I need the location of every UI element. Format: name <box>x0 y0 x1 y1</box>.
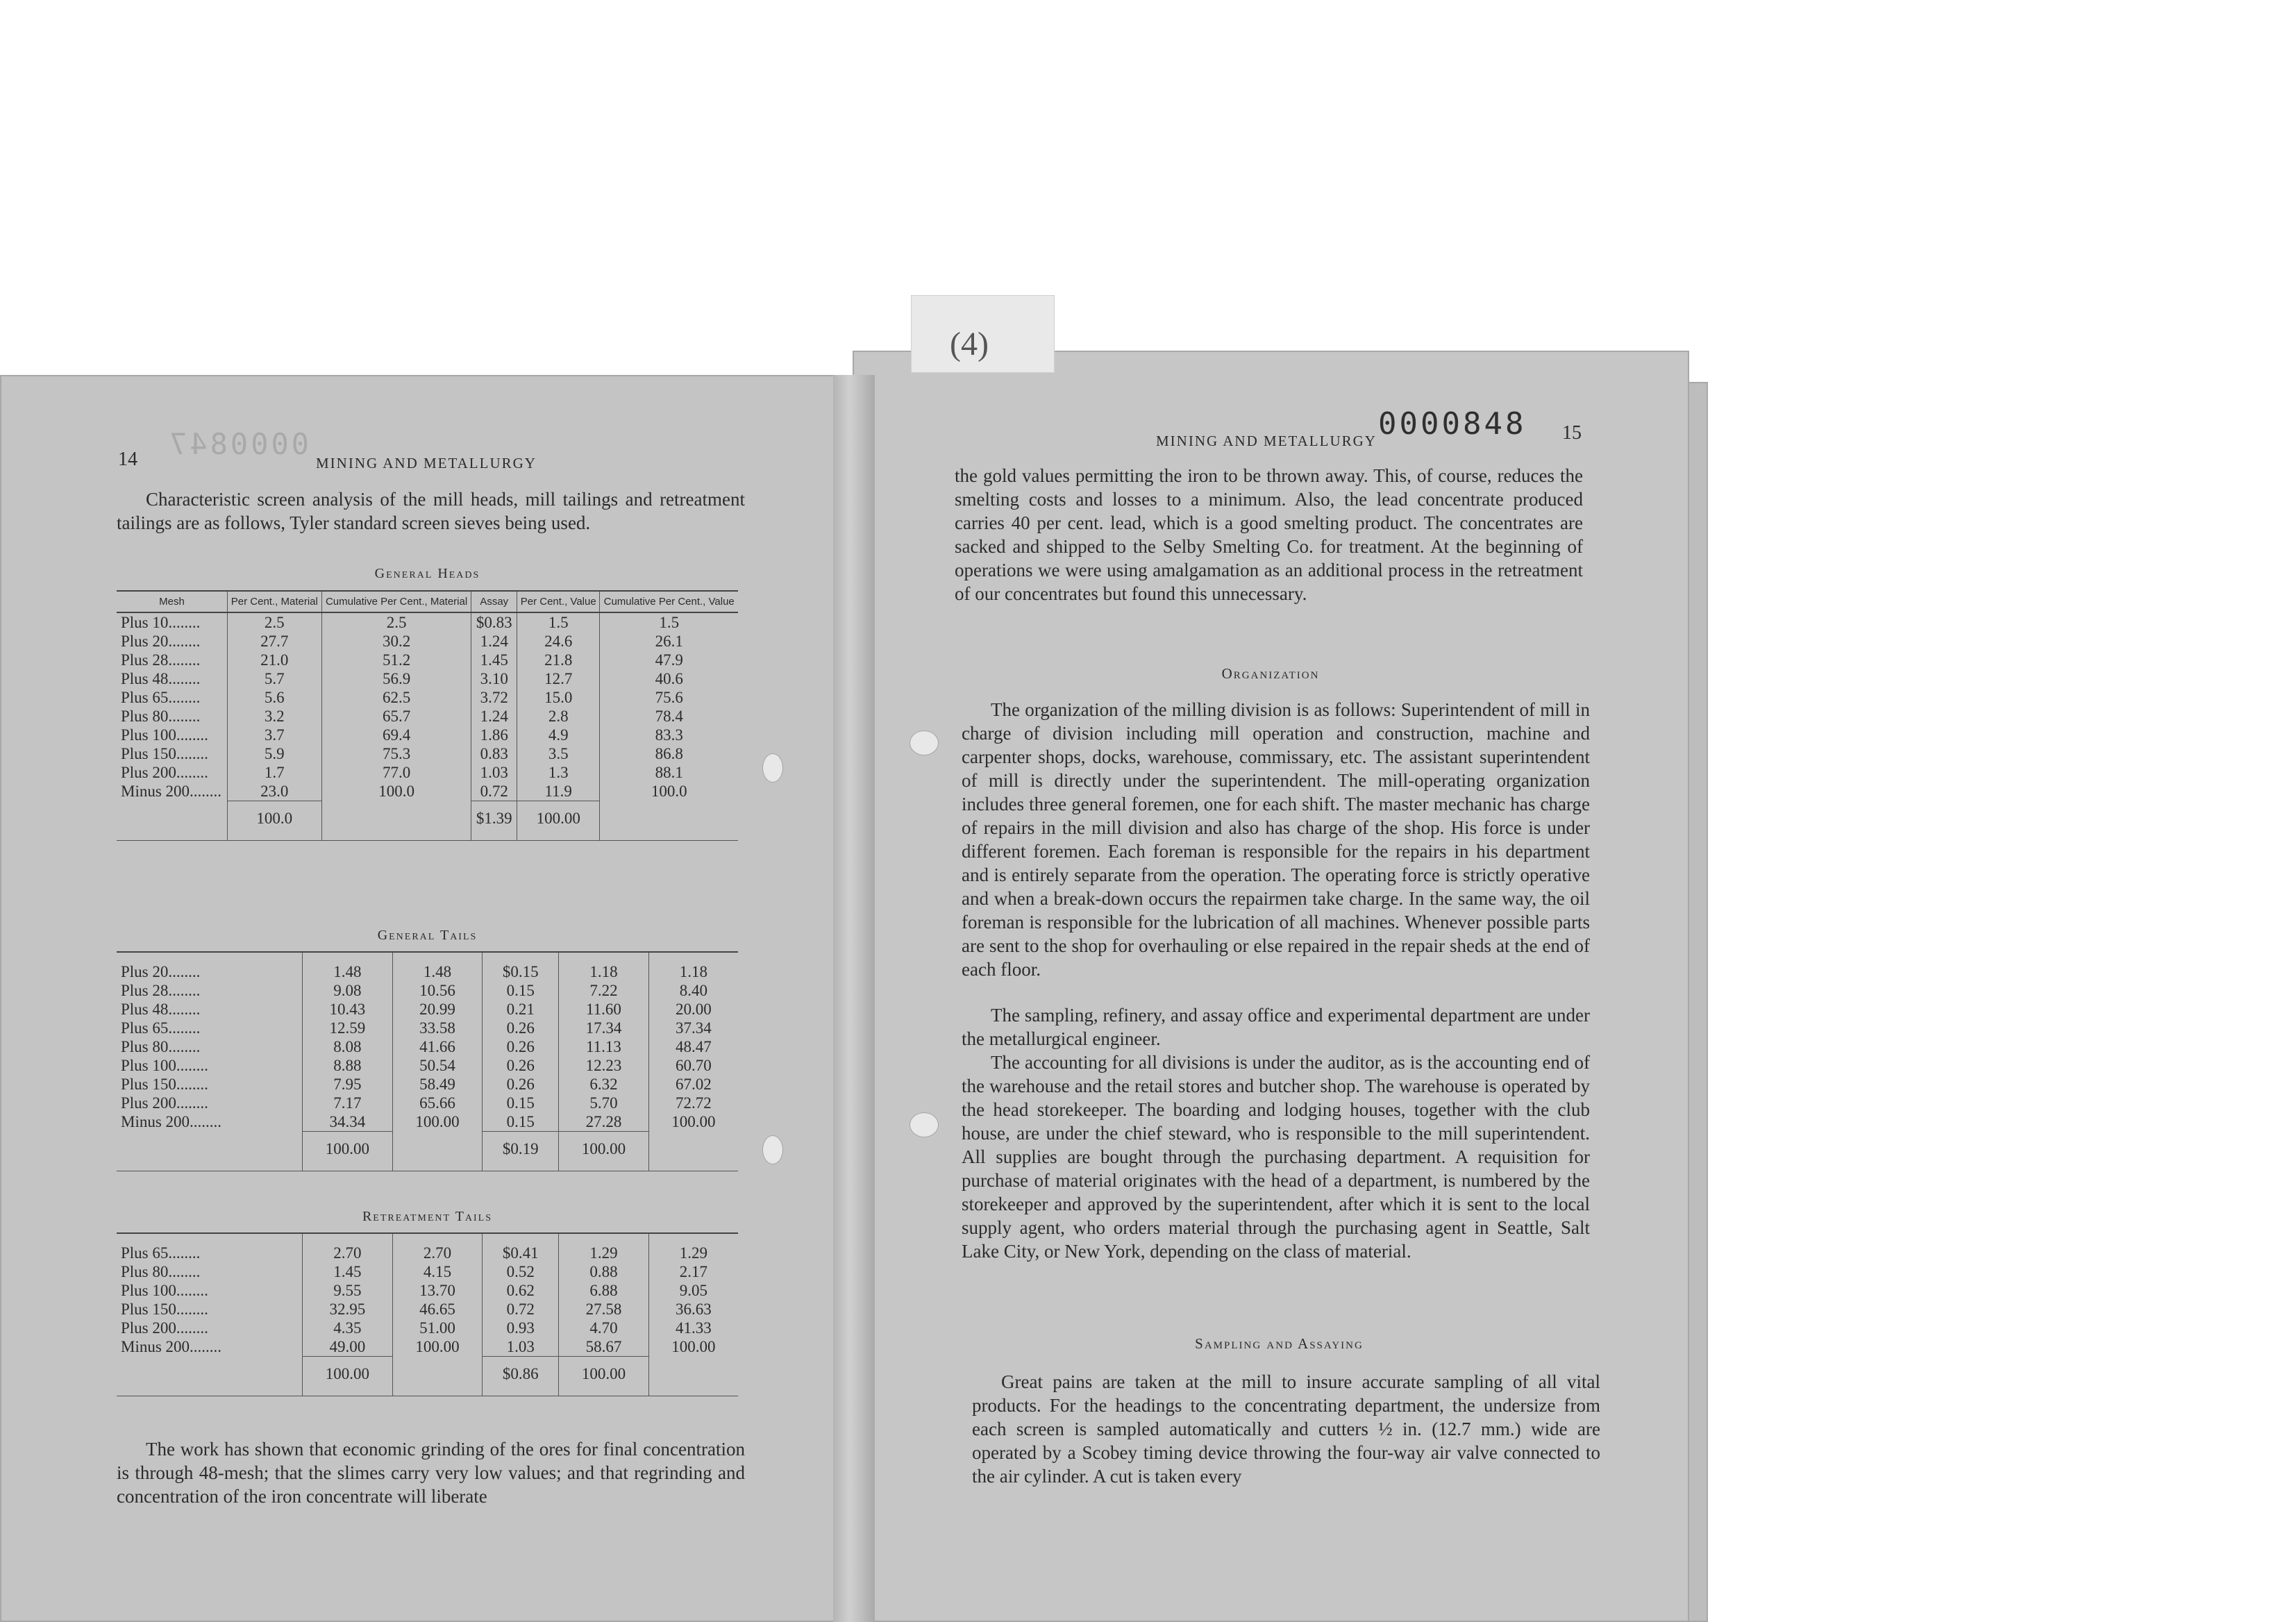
mesh-cell: Minus 200........ <box>117 1112 303 1132</box>
value-cell: 51.00 <box>392 1319 483 1337</box>
punch-hole <box>910 1112 939 1137</box>
table-caption: Retreatment Tails <box>362 1209 493 1224</box>
value-cell: 21.8 <box>517 651 600 669</box>
value-cell: 10.56 <box>392 981 483 1000</box>
value-cell: 2.5 <box>321 612 471 632</box>
column-header: Per Cent., Value <box>517 591 600 612</box>
value-cell: 9.08 <box>303 981 393 1000</box>
total-cell: $1.39 <box>471 801 517 831</box>
total-cell: $0.86 <box>483 1357 559 1387</box>
value-cell: $0.15 <box>483 962 559 981</box>
page-number: 14 <box>118 449 137 470</box>
total-cell <box>392 1132 483 1162</box>
value-cell: 100.00 <box>671 1337 716 1355</box>
value-cell: 41.33 <box>676 1319 712 1337</box>
closing-paragraph: The work has shown that economic grinding of the ores for final concentration is through 48-mesh; that the slimes carry very low values; and that regrinding and concentration of the iron concentrate will liberate <box>117 1439 745 1507</box>
value-cell: 5.6 <box>227 688 321 707</box>
value-cell: 13.70 <box>392 1281 483 1300</box>
value-cell: 58.67 <box>559 1337 649 1357</box>
total-cell: 100.0 <box>227 801 321 831</box>
table-row <box>117 744 738 763</box>
table-row <box>117 981 738 1000</box>
value-cell: 0.15 <box>483 1112 559 1132</box>
table-row <box>117 612 738 632</box>
value-cell: 21.0 <box>227 651 321 669</box>
value-cell: 0.83 <box>471 744 517 763</box>
value-cell: 0.88 <box>559 1262 649 1281</box>
table-row <box>117 1112 738 1132</box>
value-cell: 2.70 <box>303 1244 393 1262</box>
tab-mark: (4) <box>950 326 989 362</box>
value-cell: 100.00 <box>671 1112 716 1130</box>
value-cell: 1.03 <box>471 763 517 782</box>
value-cell: 49.00 <box>303 1337 393 1357</box>
value-cell: 1.48 <box>392 962 483 981</box>
value-cell: 5.9 <box>227 744 321 763</box>
value-cell: 30.2 <box>321 632 471 651</box>
table-row <box>117 1094 738 1112</box>
organization-paragraph: The sampling, refinery, and assay office and experimental department are under the metallurgical engineer. <box>962 1005 1590 1049</box>
total-cell <box>648 1132 738 1162</box>
value-cell: 1.18 <box>559 962 649 981</box>
total-cell <box>117 1357 303 1387</box>
column-header: Per Cent., Material <box>227 591 321 612</box>
value-cell: 2.17 <box>679 1262 707 1280</box>
table-row <box>117 651 738 669</box>
value-cell: 88.1 <box>655 763 683 781</box>
mesh-cell: Plus 20........ <box>117 962 303 981</box>
value-cell: 75.6 <box>655 688 683 706</box>
mesh-cell: Plus 200........ <box>117 763 227 782</box>
value-cell: 69.4 <box>321 726 471 744</box>
running-head: MINING AND METALLURGY <box>316 455 537 471</box>
mesh-cell: Plus 150........ <box>117 1075 303 1094</box>
value-cell: 4.35 <box>303 1319 393 1337</box>
value-cell: 34.34 <box>303 1112 393 1132</box>
value-cell: 50.54 <box>392 1056 483 1075</box>
table-row <box>117 1056 738 1075</box>
punch-hole <box>910 730 939 755</box>
value-cell: 46.65 <box>392 1300 483 1319</box>
mesh-cell: Plus 65........ <box>117 688 227 707</box>
value-cell: 4.70 <box>559 1319 649 1337</box>
table-row <box>117 1244 738 1262</box>
total-cell <box>321 801 471 831</box>
value-cell: $0.83 <box>471 612 517 632</box>
value-cell: 100.00 <box>392 1112 483 1132</box>
value-cell: 48.47 <box>676 1037 712 1055</box>
value-cell: 0.26 <box>483 1019 559 1037</box>
total-cell: 100.00 <box>559 1132 649 1162</box>
table-row <box>117 1262 738 1281</box>
column-header: Cumulative Per Cent., Material <box>321 591 471 612</box>
value-cell: 9.05 <box>679 1281 707 1299</box>
mesh-cell: Plus 48........ <box>117 669 227 688</box>
table-row <box>117 1319 738 1337</box>
table-row <box>117 1075 738 1094</box>
value-cell: 72.72 <box>676 1094 712 1112</box>
value-cell: 1.29 <box>559 1244 649 1262</box>
value-cell: 33.58 <box>392 1019 483 1037</box>
page-number: 15 <box>1562 422 1582 444</box>
ghost-stamp: 0000847 <box>167 427 310 461</box>
mesh-cell: Plus 100........ <box>117 726 227 744</box>
document-stamp: 0000848 <box>1378 406 1527 442</box>
value-cell: 11.60 <box>559 1000 649 1019</box>
tab-slip <box>911 295 1055 373</box>
value-cell: 4.9 <box>517 726 600 744</box>
table-row <box>117 763 738 782</box>
totals-row <box>117 1357 738 1387</box>
table-row <box>117 688 738 707</box>
value-cell: 9.55 <box>303 1281 393 1300</box>
mesh-cell: Plus 80........ <box>117 1037 303 1056</box>
value-cell: 11.13 <box>559 1037 649 1056</box>
value-cell: 60.70 <box>676 1056 712 1074</box>
continuation-paragraph: the gold values permitting the iron to be thrown away. This, of course, reduces the smelting costs and losses to a minimum. Also, the lead concentrate produced carries 40 per cent. lead, which is a good smelting product. The concentrates are sacked and shipped to the Selby Smelting Co. for treatment. At the beginning of operations we were using amalgamation as an additional process in the retreatment of our concentrates but found this unnecessary. <box>955 465 1583 604</box>
value-cell: 0.15 <box>483 981 559 1000</box>
column-header: Mesh <box>117 591 227 612</box>
value-cell: 7.22 <box>559 981 649 1000</box>
value-cell: 100.00 <box>392 1337 483 1357</box>
totals-row <box>117 801 738 831</box>
punch-hole <box>762 1135 783 1164</box>
value-cell: $0.41 <box>483 1244 559 1262</box>
value-cell: 47.9 <box>655 651 683 669</box>
column-header: Cumulative Per Cent., Value <box>600 591 738 612</box>
value-cell: 3.10 <box>471 669 517 688</box>
value-cell: 75.3 <box>321 744 471 763</box>
value-cell: 2.70 <box>392 1244 483 1262</box>
value-cell: 20.00 <box>676 1000 712 1018</box>
value-cell: 40.6 <box>655 669 683 687</box>
value-cell: 0.93 <box>483 1319 559 1337</box>
value-cell: 1.45 <box>471 651 517 669</box>
value-cell: 8.08 <box>303 1037 393 1056</box>
value-cell: 12.7 <box>517 669 600 688</box>
value-cell: 1.24 <box>471 632 517 651</box>
table-caption: General Tails <box>377 928 478 943</box>
value-cell: 5.7 <box>227 669 321 688</box>
value-cell: 20.99 <box>392 1000 483 1019</box>
value-cell: 1.29 <box>679 1244 707 1262</box>
value-cell: 4.15 <box>392 1262 483 1281</box>
mesh-cell: Plus 80........ <box>117 707 227 726</box>
total-cell: 100.00 <box>559 1357 649 1387</box>
value-cell: 100.0 <box>651 782 687 800</box>
mesh-cell: Plus 48........ <box>117 1000 303 1019</box>
value-cell: 7.95 <box>303 1075 393 1094</box>
value-cell: 3.2 <box>227 707 321 726</box>
total-cell: 100.00 <box>303 1132 393 1162</box>
value-cell: 51.2 <box>321 651 471 669</box>
value-cell: 83.3 <box>655 726 683 744</box>
value-cell: 58.49 <box>392 1075 483 1094</box>
value-cell: 65.7 <box>321 707 471 726</box>
total-cell: 100.00 <box>303 1357 393 1387</box>
value-cell: 67.02 <box>676 1075 712 1093</box>
table-row <box>117 962 738 981</box>
mesh-cell: Minus 200........ <box>117 1337 303 1357</box>
value-cell: 100.0 <box>321 782 471 801</box>
value-cell: 5.70 <box>559 1094 649 1112</box>
value-cell: 10.43 <box>303 1000 393 1019</box>
mesh-cell: Plus 200........ <box>117 1094 303 1112</box>
value-cell: 56.9 <box>321 669 471 688</box>
table-row <box>117 1019 738 1037</box>
mesh-cell: Plus 10........ <box>117 612 227 632</box>
value-cell: 86.8 <box>655 744 683 762</box>
table-row <box>117 726 738 744</box>
total-cell <box>648 1357 738 1387</box>
value-cell: 12.23 <box>559 1056 649 1075</box>
value-cell: 1.7 <box>227 763 321 782</box>
value-cell: 15.0 <box>517 688 600 707</box>
value-cell: 23.0 <box>227 782 321 801</box>
value-cell: 2.8 <box>517 707 600 726</box>
value-cell: 26.1 <box>655 632 683 650</box>
value-cell: 1.45 <box>303 1262 393 1281</box>
value-cell: 0.72 <box>483 1300 559 1319</box>
value-cell: 1.18 <box>679 962 707 980</box>
table-row <box>117 707 738 726</box>
value-cell: 1.5 <box>659 613 680 631</box>
punch-hole <box>762 753 783 783</box>
mesh-cell: Plus 65........ <box>117 1244 303 1262</box>
mesh-cell: Plus 28........ <box>117 651 227 669</box>
screen-analysis-table <box>117 590 738 841</box>
value-cell: 1.3 <box>517 763 600 782</box>
value-cell: 27.7 <box>227 632 321 651</box>
totals-row <box>117 1132 738 1162</box>
value-cell: 0.26 <box>483 1075 559 1094</box>
book-gutter <box>833 375 875 1622</box>
value-cell: 1.24 <box>471 707 517 726</box>
value-cell: 6.32 <box>559 1075 649 1094</box>
value-cell: 3.72 <box>471 688 517 707</box>
mesh-cell: Plus 150........ <box>117 1300 303 1319</box>
value-cell: 0.26 <box>483 1056 559 1075</box>
value-cell: 1.86 <box>471 726 517 744</box>
mesh-cell: Plus 80........ <box>117 1262 303 1281</box>
table-row <box>117 782 738 801</box>
table-row <box>117 1281 738 1300</box>
value-cell: 37.34 <box>676 1019 712 1037</box>
total-cell <box>392 1357 483 1387</box>
total-cell <box>117 1132 303 1162</box>
value-cell: 3.5 <box>517 744 600 763</box>
section-heading: Organization <box>1221 665 1320 682</box>
value-cell: 0.26 <box>483 1037 559 1056</box>
total-cell: $0.19 <box>483 1132 559 1162</box>
value-cell: 0.21 <box>483 1000 559 1019</box>
intro-paragraph: Characteristic screen analysis of the mill heads, mill tailings and retreatment tailings are as follows, Tyler standard screen sieves being used. <box>117 489 745 533</box>
screen-analysis-table <box>117 1232 738 1396</box>
screen-analysis-table <box>117 951 738 1171</box>
value-cell: 62.5 <box>321 688 471 707</box>
mesh-cell: Plus 100........ <box>117 1281 303 1300</box>
value-cell: 11.9 <box>517 782 600 801</box>
value-cell: 7.17 <box>303 1094 393 1112</box>
value-cell: 8.88 <box>303 1056 393 1075</box>
value-cell: 3.7 <box>227 726 321 744</box>
running-head: MINING AND METALLURGY <box>1156 433 1377 449</box>
mesh-cell: Plus 100........ <box>117 1056 303 1075</box>
value-cell: 2.5 <box>227 612 321 632</box>
value-cell: 0.15 <box>483 1094 559 1112</box>
mesh-cell: Plus 65........ <box>117 1019 303 1037</box>
value-cell: 8.40 <box>679 981 707 999</box>
mesh-cell: Minus 200........ <box>117 782 227 801</box>
table-row <box>117 669 738 688</box>
value-cell: 1.03 <box>483 1337 559 1357</box>
sampling-paragraph: Great pains are taken at the mill to insure accurate sampling of all vital products. For the headings to the concentrating department, the undersize from each screen is sampled automatically and cutters ½ in. (12.7 mm.) wide are operated by a Scobey timing device throwing the four-way air valve connected to the air cylinder. A cut is taken every <box>972 1371 1600 1487</box>
value-cell: 65.66 <box>392 1094 483 1112</box>
total-cell <box>600 801 738 831</box>
table-row <box>117 1300 738 1319</box>
value-cell: 27.28 <box>559 1112 649 1132</box>
value-cell: 24.6 <box>517 632 600 651</box>
value-cell: 41.66 <box>392 1037 483 1056</box>
total-cell <box>117 801 227 831</box>
value-cell: 1.48 <box>303 962 393 981</box>
value-cell: 6.88 <box>559 1281 649 1300</box>
value-cell: 36.63 <box>676 1300 712 1318</box>
value-cell: 17.34 <box>559 1019 649 1037</box>
table-header-row <box>117 591 738 612</box>
organization-paragraph: The organization of the milling division is as follows: Superintendent of mill in charge of division including mill operation and construction, machine and carpenter shops, docks, warehouse, commissary, etc. The assistant superintendent of mill is directly under the superintendent. The mill-operating organization includes three general foremen, one for each shift. The master mechanic has charge of repairs in the mill division and also has charge of the shop. His force is under different foremen. Each foreman is responsible for the repairs in his department and is entirely separate from the operation. The operating force is strictly operative and when a break-down occurs the repairmen take charge. In the same way, the oil foreman is responsible for the lubrication of all machines. Whenever possible parts are sent to the shop for overhauling or else repaired in the repair sheds at the end of each floor. <box>962 699 1590 980</box>
value-cell: 78.4 <box>655 707 683 725</box>
table-caption: General Heads <box>374 566 480 581</box>
column-header: Assay <box>471 591 517 612</box>
mesh-cell: Plus 200........ <box>117 1319 303 1337</box>
value-cell: 77.0 <box>321 763 471 782</box>
table-row <box>117 1000 738 1019</box>
value-cell: 0.72 <box>471 782 517 801</box>
value-cell: 12.59 <box>303 1019 393 1037</box>
organization-paragraph: The accounting for all divisions is under the auditor, as is the accounting end of the warehouse and the retail stores and butcher shop. The warehouse is operated by the head storekeeper. The boarding and lodging houses, together with the club house, are under the chief steward, who is responsible to the mill superintendent. All supplies are bought through the purchasing department. A requisition for purchase of material originates with the head of a department, is numbered by the storekeeper and approved by the superintendent, after which it is sent to the local supply agent, who orders material through the purchasing agent in Seattle, Salt Lake City, or New York, depending on the class of material. <box>962 1052 1590 1262</box>
table-row <box>117 1037 738 1056</box>
value-cell: 32.95 <box>303 1300 393 1319</box>
mesh-cell: Plus 28........ <box>117 981 303 1000</box>
value-cell: 0.52 <box>483 1262 559 1281</box>
value-cell: 1.5 <box>517 612 600 632</box>
total-cell: 100.00 <box>517 801 600 831</box>
section-heading: Sampling and Assaying <box>1195 1335 1364 1352</box>
mesh-cell: Plus 20........ <box>117 632 227 651</box>
value-cell: 27.58 <box>559 1300 649 1319</box>
table-row <box>117 632 738 651</box>
mesh-cell: Plus 150........ <box>117 744 227 763</box>
value-cell: 0.62 <box>483 1281 559 1300</box>
table-row <box>117 1337 738 1357</box>
